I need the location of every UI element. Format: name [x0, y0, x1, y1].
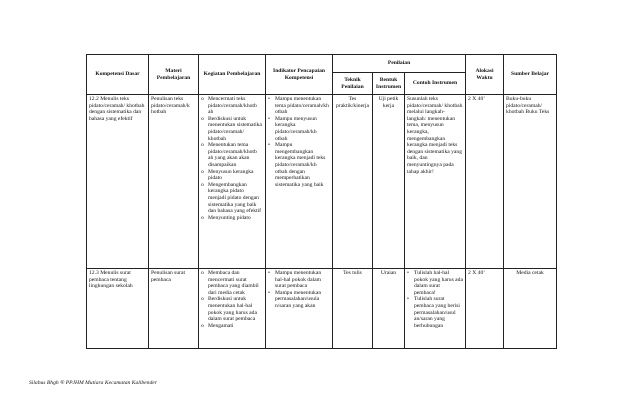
syllabus-table	[86, 54, 557, 349]
bentuk-cell: Uraian	[373, 269, 405, 349]
materi-cell: Penulisan teks pidato/ceramah/k hotbah	[149, 95, 199, 269]
contoh-cell: Susunlah teks pidato/ceramah/ khotbah melalui langkah-langkah: menentukan tema, menyusun kerangka, mengembangkan kerangka menjadi teks dengan sistematika yang baik, dan menyuntingnya pada tahap akhir!	[405, 95, 466, 269]
kegiatan-cell	[199, 95, 266, 269]
list-item: o Berdiskusi untuk menentukan sistematika pidato/ceramah/ khotbah	[201, 116, 263, 142]
page-footer: Silabus Bhgh ® PPJHM Mutiara Kecamatan Kalibender	[29, 380, 157, 386]
list-item: o Mengamati	[201, 323, 263, 330]
list-item: • Tulislah hal-hal pokok yang harus ada dalam surat pembaca!	[407, 270, 463, 296]
header-penilaian: Penilaian	[333, 55, 466, 73]
sumber-cell: Buku-buku pidato/ceramah/ khotbah Buku Teks	[504, 95, 557, 269]
indikator-cell	[266, 95, 333, 269]
contoh-cell	[405, 269, 466, 349]
list-item: o Menentukan tema pidato/ceramah/khotb ah yang akan akan disampaikan	[201, 142, 263, 168]
list-item: • Tulislah surat pembaca yang berisi permasalahan/usul an/saran yang berhubungan	[407, 296, 463, 329]
list-item: o Menyusun kerangka pidato	[201, 169, 263, 182]
list-item: o Membaca dan mencermati surat pembaca yang diambil dari media cetak	[201, 270, 263, 296]
table-row	[87, 95, 557, 269]
header-alokasi: Alokasi Waktu	[466, 55, 504, 95]
header-indikator: Indikator Pencapaian Kompetensi	[266, 55, 333, 95]
header-kompetensi-dasar: Kompetensi Dasar	[87, 55, 149, 95]
header-row	[87, 55, 557, 73]
teknik-cell: Tes tulis	[333, 269, 373, 349]
header-contoh: Contoh Instrumen	[405, 73, 466, 95]
header-sumber: Sumber Belajar	[504, 55, 557, 95]
materi-cell: Penulisan surat pembaca	[149, 269, 199, 349]
list-item: • Mampu menyusun kerangka pidato/ceramah/kh otbah	[268, 116, 330, 142]
header-kegiatan: Kegiatan Pembelajaran	[199, 55, 266, 95]
table-row	[87, 269, 557, 349]
sumber-cell: Media cetak	[504, 269, 557, 349]
list-item: • Mampu menentukan tema pidato/ceramah/kh otbah	[268, 96, 330, 116]
list-item: o Mencermati teks pidato/ceramah/khotb ah	[201, 96, 263, 116]
bentuk-cell: Uji petik kerja	[373, 95, 405, 269]
list-item: • Mampu menentukan hal-hal pokok dalam surat pembaca	[268, 270, 330, 290]
list-item: o Menyunting pidato	[201, 215, 263, 222]
kd-cell: 12.3 Menulis surat pembaca tentang lingkungan sekolah	[87, 269, 149, 349]
header-materi: Materi Pembelajaran	[149, 55, 199, 95]
list-item: o Berdiskusi untuk menentukan hal-hal pokok yang harus ada dalam surat pembaca	[201, 296, 263, 322]
alokasi-cell: 2 X 40’	[466, 269, 504, 349]
indikator-cell	[266, 269, 333, 349]
list-item: o Mengembangkan kerangka pidato menjadi pidato dengan sistematika yang baik dan bahasa yang efektif	[201, 182, 263, 215]
kegiatan-cell	[199, 269, 266, 349]
teknik-cell: Tes praktik/kinerja	[333, 95, 373, 269]
kd-cell: 12.2 Menulis teks pidato/ceramah/ khotbah dengan sistematika dan bahasa yang efektif	[87, 95, 149, 269]
list-item: • Mampu menentukan permasalahan/usula n/saran yang akan	[268, 290, 330, 310]
header-teknik: Teknik Penilaian	[333, 73, 373, 95]
list-item: • Mampu mengembangkan kerangka menjadi teks pidato/ceramah/kh otbah dengan memperhatikan sistematika yang baik	[268, 142, 330, 188]
alokasi-cell: 2 X 40’	[466, 95, 504, 269]
header-bentuk: Bentuk Instrumen	[373, 73, 405, 95]
